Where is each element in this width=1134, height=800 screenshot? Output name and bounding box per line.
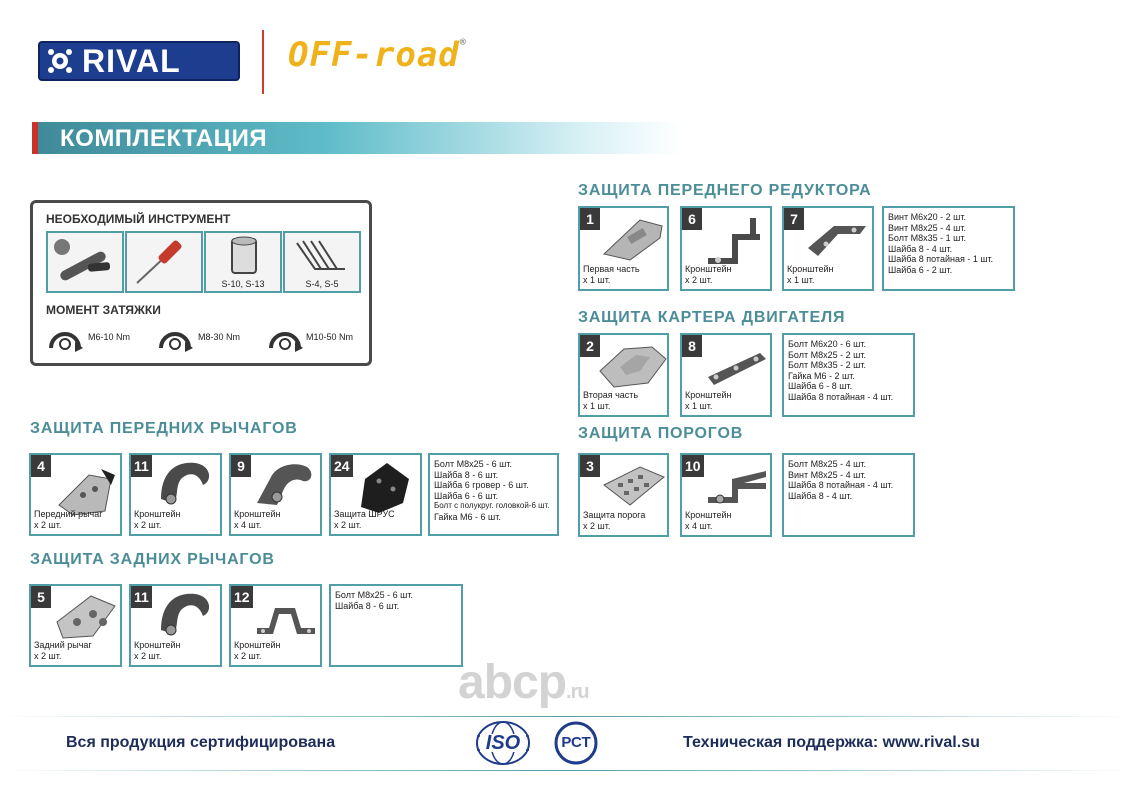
hardware-item: Шайба 6 - 8 шт. xyxy=(788,381,853,391)
omega-bracket-icon xyxy=(253,598,319,638)
hardware-item: Винт М8х25 - 4 шт. xyxy=(788,469,866,480)
part-name: Вторая часть xyxy=(583,390,639,400)
part-qty: х 2 шт. xyxy=(134,651,162,661)
hardware-item: Болт М8х25 - 4 шт. xyxy=(788,459,866,469)
part-caption xyxy=(134,640,180,662)
hardware-item: Шайба 6 - 2 шт. xyxy=(888,264,953,275)
section-front-gearbox-title: ЗАЩИТА ПЕРЕДНЕГО РЕДУКТОРА xyxy=(578,182,872,199)
part-qty: х 2 шт. xyxy=(34,520,62,530)
part-caption xyxy=(334,509,395,531)
angle-bracket-icon xyxy=(804,216,870,262)
part-qty: х 1 шт. xyxy=(583,275,611,285)
hook-bracket-icon xyxy=(251,459,317,511)
part-name: Защита порога xyxy=(583,510,646,520)
tool-ratchet xyxy=(46,231,124,293)
part-number: 8 xyxy=(682,335,702,357)
hardware-item: Шайба 6 гровер - 6 шт. xyxy=(434,480,529,490)
part-name: Кронштейн xyxy=(685,390,732,400)
part-name: Кронштейн xyxy=(685,264,732,274)
part-name: Кронштейн xyxy=(234,640,281,650)
section-front-levers-title: ЗАЩИТА ПЕРЕДНИХ РЫЧАГОВ xyxy=(30,420,298,437)
part-caption xyxy=(583,510,645,532)
footer-certified-text: Вся продукция сертифицирована xyxy=(66,734,336,751)
iso-text: ISO xyxy=(485,732,521,754)
part-qty: х 2 шт. xyxy=(685,275,713,285)
part-card xyxy=(578,206,669,291)
ratchet-icon xyxy=(48,233,122,291)
part-number: 9 xyxy=(231,455,251,477)
part-card xyxy=(29,453,122,536)
part-caption xyxy=(583,390,638,412)
hardware-item: Шайба 6 - 6 шт. xyxy=(434,490,499,501)
fork-bracket-icon xyxy=(704,461,770,509)
hardware-item: Винт М8х25 - 4 шт. xyxy=(888,222,966,233)
part-card xyxy=(229,453,322,536)
part-card xyxy=(329,453,422,536)
part-card xyxy=(578,453,669,537)
part-caption xyxy=(234,509,280,531)
part-number: 7 xyxy=(784,208,804,230)
part-number: 11 xyxy=(131,455,152,477)
pct-text: РСТ xyxy=(561,734,591,751)
hardware-item: Болт М8х35 - 2 шт. xyxy=(788,360,866,370)
part-caption xyxy=(134,509,180,531)
part-qty: х 4 шт. xyxy=(234,520,262,530)
section-sills-title: ЗАЩИТА ПОРОГОВ xyxy=(578,425,744,442)
part-card xyxy=(129,453,222,536)
rival-logo xyxy=(38,41,240,81)
part-name: Кронштейн xyxy=(134,640,181,650)
hardware-item: Гайка М6 - 2 шт. xyxy=(788,370,855,381)
part-card xyxy=(229,584,322,667)
hardware-item: Болт М8х25 - 2 шт. xyxy=(788,349,866,360)
hardware-item: Болт М8х25 - 6 шт. xyxy=(335,590,413,600)
hardware-item: Шайба 8 потайная - 4 шт. xyxy=(788,391,894,402)
offroad-wordmark: OFF-road xyxy=(288,35,460,75)
hardware-item: Болт с полукруг. головкой-6 шт. xyxy=(434,501,550,510)
hardware-list xyxy=(329,584,463,667)
hardware-item: Болт М6х20 - 6 шт. xyxy=(788,339,866,349)
part-qty: х 1 шт. xyxy=(685,401,713,411)
part-number: 5 xyxy=(31,586,51,608)
iso-badge xyxy=(474,720,532,771)
part-caption xyxy=(234,640,280,662)
watermark-main: abcp xyxy=(458,656,567,709)
hardware-item: Шайба 8 - 6 шт. xyxy=(335,600,400,611)
hardware-list xyxy=(782,453,915,537)
part-caption xyxy=(685,390,731,412)
page-title-band xyxy=(32,122,682,154)
flat-bracket-icon xyxy=(704,347,770,387)
watermark xyxy=(458,655,589,710)
footer-divider-top xyxy=(0,716,1134,717)
part-qty: х 2 шт. xyxy=(34,651,62,661)
hardware-item: Болт М8х35 - 1 шт. xyxy=(888,233,966,243)
part-qty: х 2 шт. xyxy=(234,651,262,661)
tool-socket xyxy=(204,231,282,293)
part-card xyxy=(129,584,222,667)
part-name: Защита ШРУС xyxy=(334,509,395,519)
hardware-item: Шайба 8 потайная - 1 шт. xyxy=(888,254,994,264)
part-number: 11 xyxy=(131,586,152,608)
part-number: 3 xyxy=(580,455,600,477)
part-qty: х 2 шт. xyxy=(134,520,162,530)
part-number: 6 xyxy=(682,208,702,230)
part-card xyxy=(782,206,874,291)
cv-joint-guard-icon xyxy=(351,459,417,515)
part-number: 2 xyxy=(580,335,600,357)
part-caption xyxy=(34,509,103,531)
rear-lever-plate-icon xyxy=(53,592,119,642)
offroad-logo xyxy=(288,35,467,75)
part-qty: х 2 шт. xyxy=(583,521,611,531)
tool-screwdriver xyxy=(125,231,203,293)
part-number: 1 xyxy=(580,208,600,230)
section-rear-levers-title: ЗАЩИТА ЗАДНИХ РЫЧАГОВ xyxy=(30,551,275,568)
part-card xyxy=(578,333,669,417)
part-qty: х 4 шт. xyxy=(685,521,713,531)
hook-bracket-icon xyxy=(151,459,217,511)
part-name: Первая часть xyxy=(583,264,640,274)
page-title: КОМПЛЕКТАЦИЯ xyxy=(60,125,268,152)
part-caption xyxy=(34,640,92,662)
registered-mark: ® xyxy=(459,37,467,48)
part-card xyxy=(680,453,772,537)
part-name: Кронштейн xyxy=(685,510,732,520)
part-name: Кронштейн xyxy=(234,509,281,519)
hardware-item: Болт М8х25 - 6 шт. xyxy=(434,459,512,469)
part-card xyxy=(29,584,122,667)
part-caption xyxy=(787,264,833,286)
part-qty: х 1 шт. xyxy=(787,275,815,285)
part-card xyxy=(680,206,772,291)
watermark-tld: .ru xyxy=(566,681,589,703)
hook-bracket-icon xyxy=(151,590,217,642)
hardware-item: Шайба 8 потайная - 4 шт. xyxy=(788,480,894,490)
torque-arrow-icon xyxy=(265,322,305,352)
torque-arrow-icon xyxy=(45,322,85,352)
torque-title: МОМЕНТ ЗАТЯЖКИ xyxy=(46,303,161,317)
section-engine-title: ЗАЩИТА КАРТЕРА ДВИГАТЕЛЯ xyxy=(578,309,846,326)
part-number: 4 xyxy=(31,455,51,477)
sill-plate-icon xyxy=(600,463,666,511)
part-name: Кронштейн xyxy=(787,264,834,274)
hardware-list xyxy=(882,206,1015,291)
hardware-item: Винт М6х20 - 2 шт. xyxy=(888,212,966,222)
hardware-list xyxy=(428,453,559,536)
rival-emblem-icon xyxy=(46,47,74,75)
part-caption xyxy=(685,510,731,532)
logo-divider xyxy=(262,30,264,94)
tool-label: S-10, S-13 xyxy=(221,279,265,289)
gearbox-plate-icon xyxy=(600,214,666,264)
torque-m10: M10-50 Nm xyxy=(306,332,354,342)
rival-wordmark: RIVAL xyxy=(82,43,181,79)
torque-m8: M8-30 Nm xyxy=(198,332,241,342)
footer-support-text[interactable]: Техническая поддержка: www.rival.su xyxy=(683,734,980,751)
part-name: Задний рычаг xyxy=(34,640,92,650)
part-name: Передний рычаг xyxy=(34,509,103,519)
part-number: 10 xyxy=(682,455,704,477)
tools-title: НЕОБХОДИМЫЙ ИНСТРУМЕНТ xyxy=(46,212,231,226)
screwdriver-icon xyxy=(127,233,201,291)
part-number: 24 xyxy=(331,455,353,477)
tool-label: S-4, S-5 xyxy=(305,279,339,289)
part-qty: х 1 шт. xyxy=(583,401,611,411)
part-number: 12 xyxy=(231,586,253,608)
part-qty: х 2 шт. xyxy=(334,520,362,530)
torque-arrow-icon xyxy=(155,322,195,352)
tool-hex-keys xyxy=(283,231,361,293)
pct-badge xyxy=(552,720,600,771)
hardware-item: Шайба 8 - 4 шт. xyxy=(888,243,953,254)
part-caption xyxy=(685,264,731,286)
part-card xyxy=(680,333,772,417)
hardware-list xyxy=(782,333,915,417)
z-bracket-icon xyxy=(702,214,768,266)
part-name: Кронштейн xyxy=(134,509,181,519)
engine-plate-icon xyxy=(596,341,668,391)
part-caption xyxy=(583,264,640,286)
torque-m6: M6-10 Nm xyxy=(88,332,131,342)
hardware-item: Гайка М6 - 6 шт. xyxy=(434,511,501,522)
hardware-item: Шайба 8 - 6 шт. xyxy=(434,469,499,480)
hardware-item: Шайба 8 - 4 шт. xyxy=(788,490,853,501)
